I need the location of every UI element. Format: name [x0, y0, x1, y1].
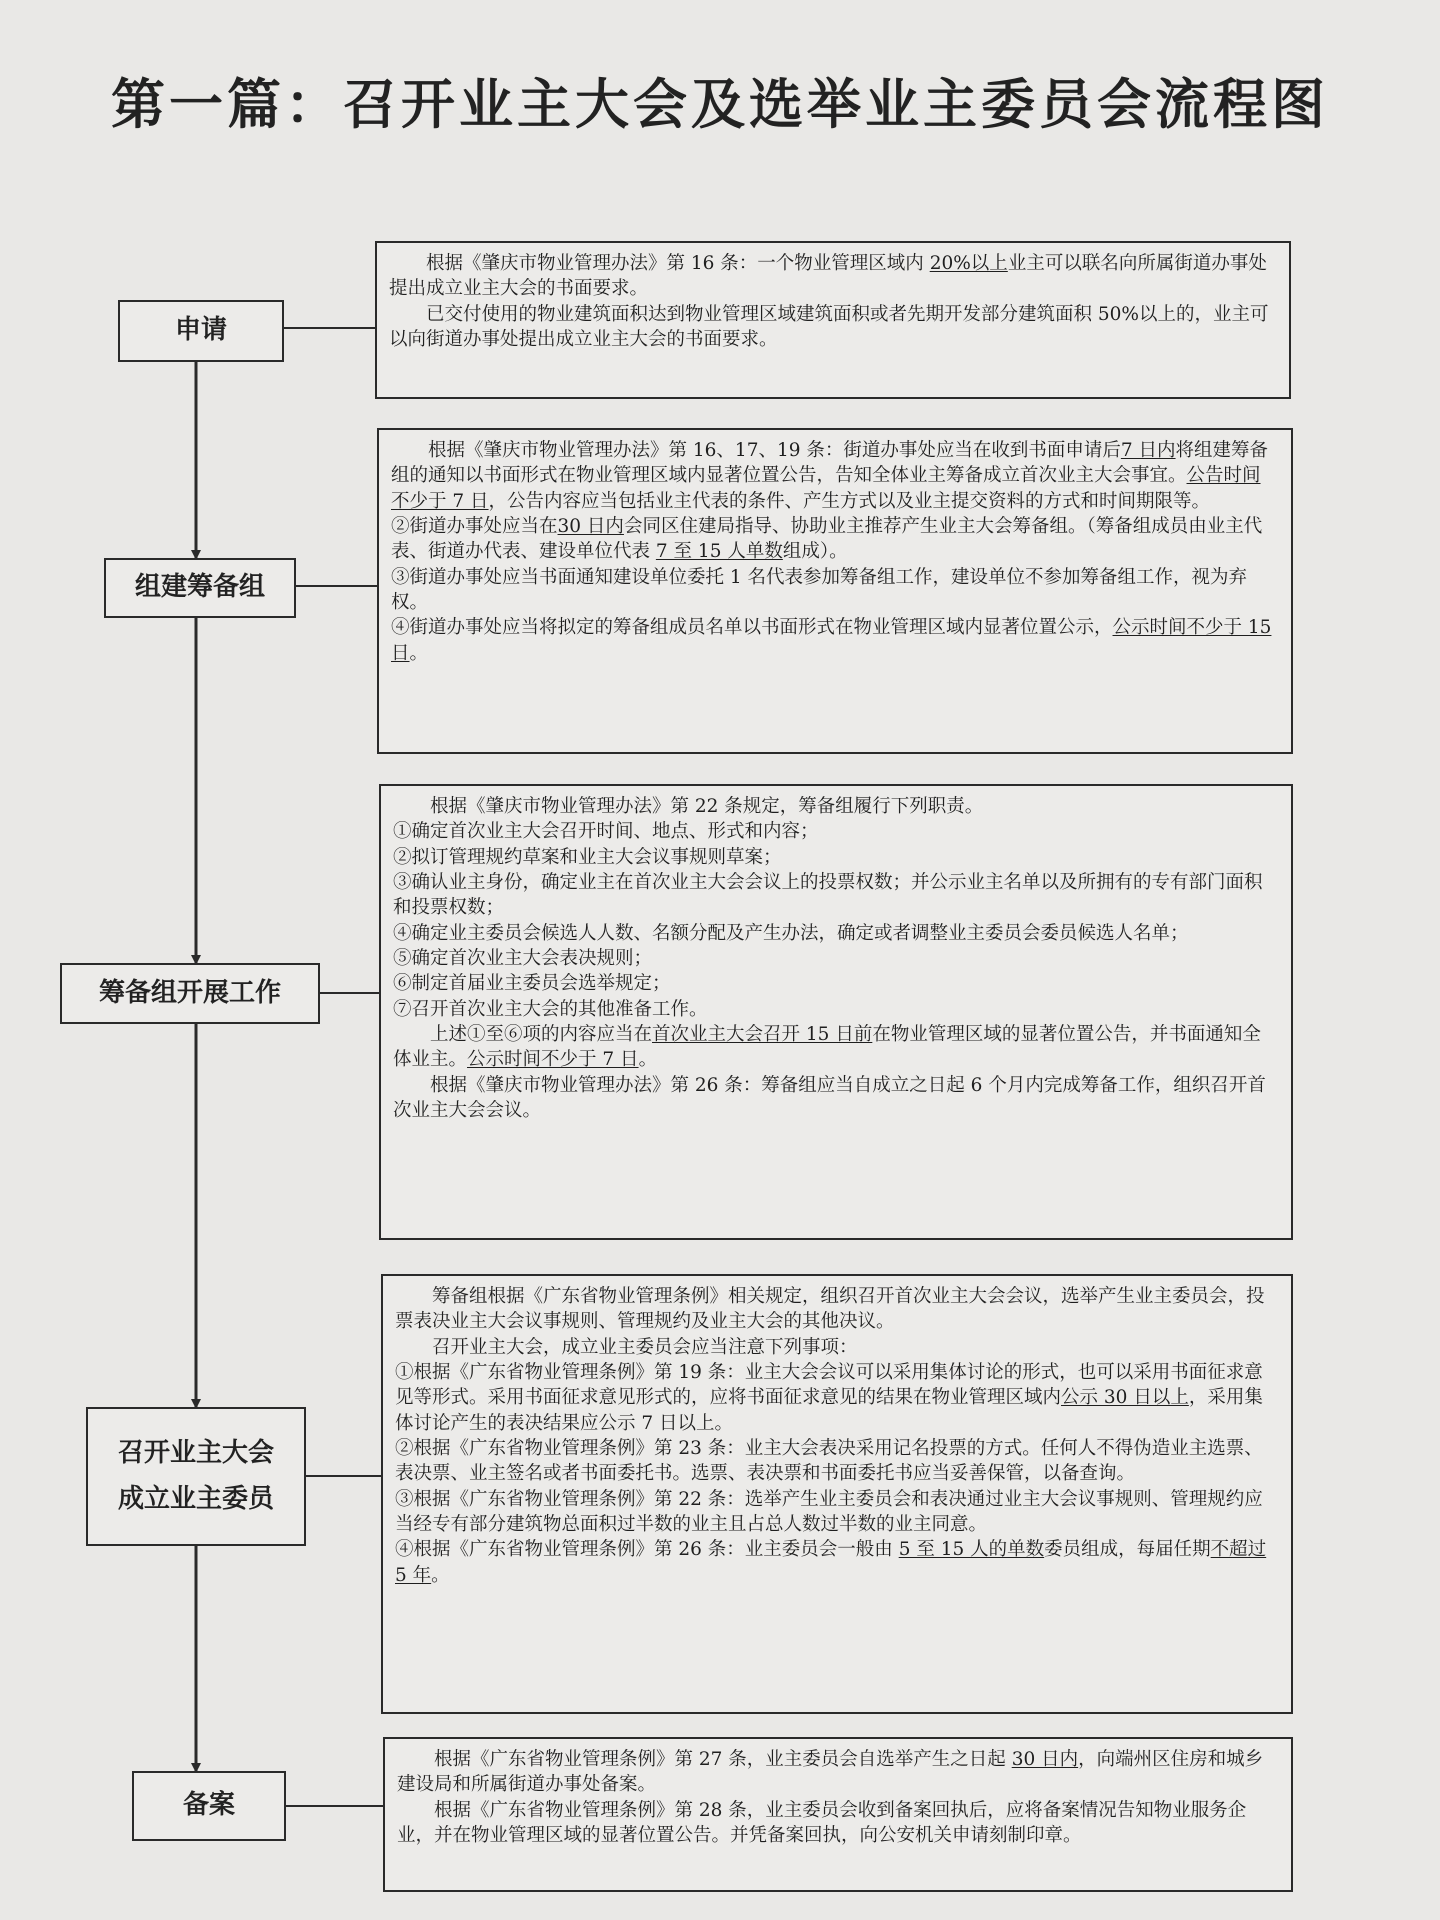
- text-segment: ③确认业主身份，确定业主在首次业主大会会议上的投票权数；并公示业主名单以及所拥有的专有部门面积和投票权数；: [393, 872, 1263, 919]
- step-box-hold-meeting: [86, 1407, 306, 1546]
- desc-paragraph: [393, 1073, 1279, 1124]
- desc-paragraph: [393, 845, 1279, 870]
- text-segment: 。: [409, 642, 429, 664]
- text-segment: 会同区住建局指导、协助业主推荐产生业主大会筹备组。（筹备组成员由业主代表、街道办代表、建设单位代表: [391, 516, 1263, 563]
- underlined-term: 30 日内: [1011, 1749, 1079, 1770]
- text-segment: ④确定业主委员会候选人人数、名额分配及产生办法，确定或者调整业主委员会委员候选人名单；: [393, 922, 1189, 944]
- desc-paragraph: [395, 1335, 1279, 1360]
- text-segment: ④根据《广东省物业管理条例》第 26 条：业主委员会一般由: [395, 1539, 899, 1561]
- desc-paragraph: [391, 565, 1279, 616]
- desc-paragraph: [397, 1747, 1279, 1798]
- text-segment: 在物业管理区域的显著位置公告，并书面通知全体业主。: [393, 1024, 1261, 1071]
- underlined-term: 5 至 15 人的单数: [898, 1539, 1045, 1561]
- text-segment: 组成）。: [782, 541, 848, 563]
- desc-paragraph: [395, 1537, 1279, 1588]
- text-segment: ⑤确定首次业主大会表决规则；: [393, 948, 653, 970]
- desc-paragraph: [391, 514, 1279, 565]
- desc-paragraph: [393, 870, 1279, 921]
- desc-paragraph: [395, 1487, 1279, 1538]
- desc-paragraph: [393, 921, 1279, 946]
- text-segment: 将组建筹备组的通知以书面形式在物业管理区域内显著位置公告，告知全体业主筹备成立首次业主大会事宜。: [391, 440, 1269, 487]
- step-box-form-committee: [104, 558, 296, 618]
- text-segment: 根据《广东省物业管理条例》第 27 条，业主委员会自选举产生之日起: [434, 1749, 1012, 1770]
- desc-paragraph: [393, 971, 1279, 996]
- step-label: 成立业主委员: [117, 1483, 274, 1514]
- underlined-term: 7 至 15 人单数: [655, 541, 783, 563]
- desc-paragraph: [395, 1284, 1279, 1335]
- text-segment: 委员组成，每届任期: [1044, 1539, 1211, 1561]
- step-box-apply: [118, 300, 284, 362]
- desc-paragraph: [391, 615, 1279, 666]
- text-segment: ④街道办事处应当将拟定的筹备组成员名单以书面形式在物业管理区域内显著位置公示，: [391, 617, 1113, 639]
- desc-box-committee-work: [379, 784, 1293, 1240]
- desc-paragraph: [389, 302, 1277, 353]
- desc-paragraph: [395, 1436, 1279, 1487]
- step-label: 召开业主大会: [117, 1438, 274, 1468]
- underlined-term: 公示 30 日以上: [1061, 1387, 1189, 1409]
- text-segment: ②拟订管理规约草案和业主大会议事规则草案；: [393, 846, 782, 868]
- text-segment: ，公告内容应当包括业主代表的条件、产生方式以及业主提交资料的方式和时间期限等。: [488, 490, 1211, 512]
- desc-paragraph: [391, 438, 1279, 514]
- step-box-committee-work: [60, 963, 320, 1024]
- text-segment: 根据《广东省物业管理条例》第 28 条，业主委员会收到备案回执后，应将备案情况告知物业服务企业，并在物业管理区域的显著位置公告。并凭备案回执，向公安机关申请刻制印章。: [397, 1799, 1247, 1847]
- text-segment: 根据《肇庆市物业管理办法》第 16、17、19 条：街道办事处应当在收到书面申请后: [428, 440, 1121, 461]
- text-segment: 。: [431, 1564, 450, 1586]
- underlined-term: 30 日内: [557, 516, 624, 538]
- step-label: 备案: [182, 1790, 235, 1821]
- text-segment: 根据《肇庆市物业管理办法》第 22 条规定，筹备组履行下列职责。: [430, 796, 984, 817]
- desc-paragraph: [395, 1360, 1279, 1436]
- desc-paragraph: [393, 794, 1279, 819]
- text-segment: 。: [638, 1049, 658, 1071]
- desc-box-form-committee: [377, 428, 1293, 754]
- text-segment: ②根据《广东省物业管理条例》第 23 条：业主大会表决采用记名投票的方式。任何人不得伪造业主选票、表决票、业主签名或者书面委托书。选票、表决票和书面委托书应当妥善保管，以备查询。: [395, 1438, 1263, 1485]
- desc-paragraph: [393, 997, 1279, 1022]
- text-segment: ①确定首次业主大会召开时间、地点、形式和内容；: [393, 821, 819, 843]
- desc-box-apply: [375, 241, 1291, 399]
- underlined-term: 公告时间不少于 7 日: [391, 465, 1261, 512]
- desc-paragraph: [393, 946, 1279, 971]
- underlined-term: 公示时间不少于 7 日: [467, 1049, 639, 1071]
- text-segment: 根据《肇庆市物业管理办法》第 16 条：一个物业管理区域内: [426, 253, 930, 274]
- text-segment: ③根据《广东省物业管理条例》第 22 条：选举产生业主委员会和表决通过业主大会议事规则、管理规约应当经专有部分建筑物总面积过半数的业主且占总人数过半数的业主同意。: [395, 1488, 1263, 1536]
- text-segment: ①根据《广东省物业管理条例》第 19 条：业主大会会议可以采用集体讨论的形式，也可以采用书面征求意见等形式。采用书面征求意见形式的，应将书面征求意见的结果在物业管理区域内: [395, 1362, 1263, 1409]
- text-segment: 业主可以联名向所属街道办事处提出成立业主大会的书面要求。: [389, 253, 1267, 300]
- desc-paragraph: [393, 1022, 1279, 1073]
- text-segment: 上述①至⑥项的内容应当在: [430, 1024, 653, 1046]
- step-box-filing: [132, 1771, 286, 1841]
- underlined-term: 20%以上: [929, 253, 1008, 274]
- desc-paragraph: [393, 819, 1279, 844]
- text-segment: 筹备组根据《广东省物业管理条例》相关规定，组织召开首次业主大会会议，选举产生业主委员会，投票表决业主大会议事规则、管理规约及业主大会的其他决议。: [395, 1286, 1265, 1333]
- desc-paragraph: [389, 251, 1277, 302]
- underlined-term: 公示时间不少于 15 日: [391, 617, 1272, 664]
- text-segment: 已交付使用的物业建筑面积达到物业管理区域建筑面积或者先期开发部分建筑面积 50%以上的，业主可以向街道办事处提出成立业主大会的书面要求。: [389, 303, 1269, 351]
- step-label: 申请: [174, 315, 227, 346]
- desc-box-hold-meeting: [381, 1274, 1293, 1714]
- text-segment: 根据《肇庆市物业管理办法》第 26 条：筹备组应当自成立之日起 6 个月内完成筹备工作，组织召开首次业主大会会议。: [393, 1074, 1266, 1122]
- underlined-term: 不超过 5 年: [395, 1539, 1267, 1586]
- underlined-term: 首次业主大会召开 15 日前: [652, 1024, 873, 1046]
- text-segment: ⑦召开首次业主大会的其他准备工作。: [393, 998, 708, 1020]
- underlined-term: 7 日内: [1120, 440, 1176, 461]
- page-title: 第一篇：召开业主大会及选举业主委员会流程图: [111, 73, 1329, 136]
- text-segment: ，向端州区住房和城乡建设局和所属街道办事处备案。: [397, 1749, 1264, 1796]
- desc-box-filing: [383, 1737, 1293, 1892]
- text-segment: ⑥制定首届业主委员会选举规定；: [393, 973, 671, 995]
- desc-paragraph: [397, 1798, 1279, 1849]
- text-segment: ，采用集体讨论产生的表决结果应公示 7 日以上。: [395, 1387, 1263, 1434]
- step-label: 筹备组开展工作: [98, 977, 281, 1008]
- text-segment: ②街道办事处应当在: [391, 516, 558, 538]
- text-segment: ③街道办事处应当书面通知建设单位委托 1 名代表参加筹备组工作，建设单位不参加筹备组工作，视为弃权。: [391, 566, 1248, 614]
- text-segment: 召开业主大会，成立业主委员会应当注意下列事项：: [432, 1336, 858, 1358]
- step-label: 组建筹备组: [134, 572, 265, 603]
